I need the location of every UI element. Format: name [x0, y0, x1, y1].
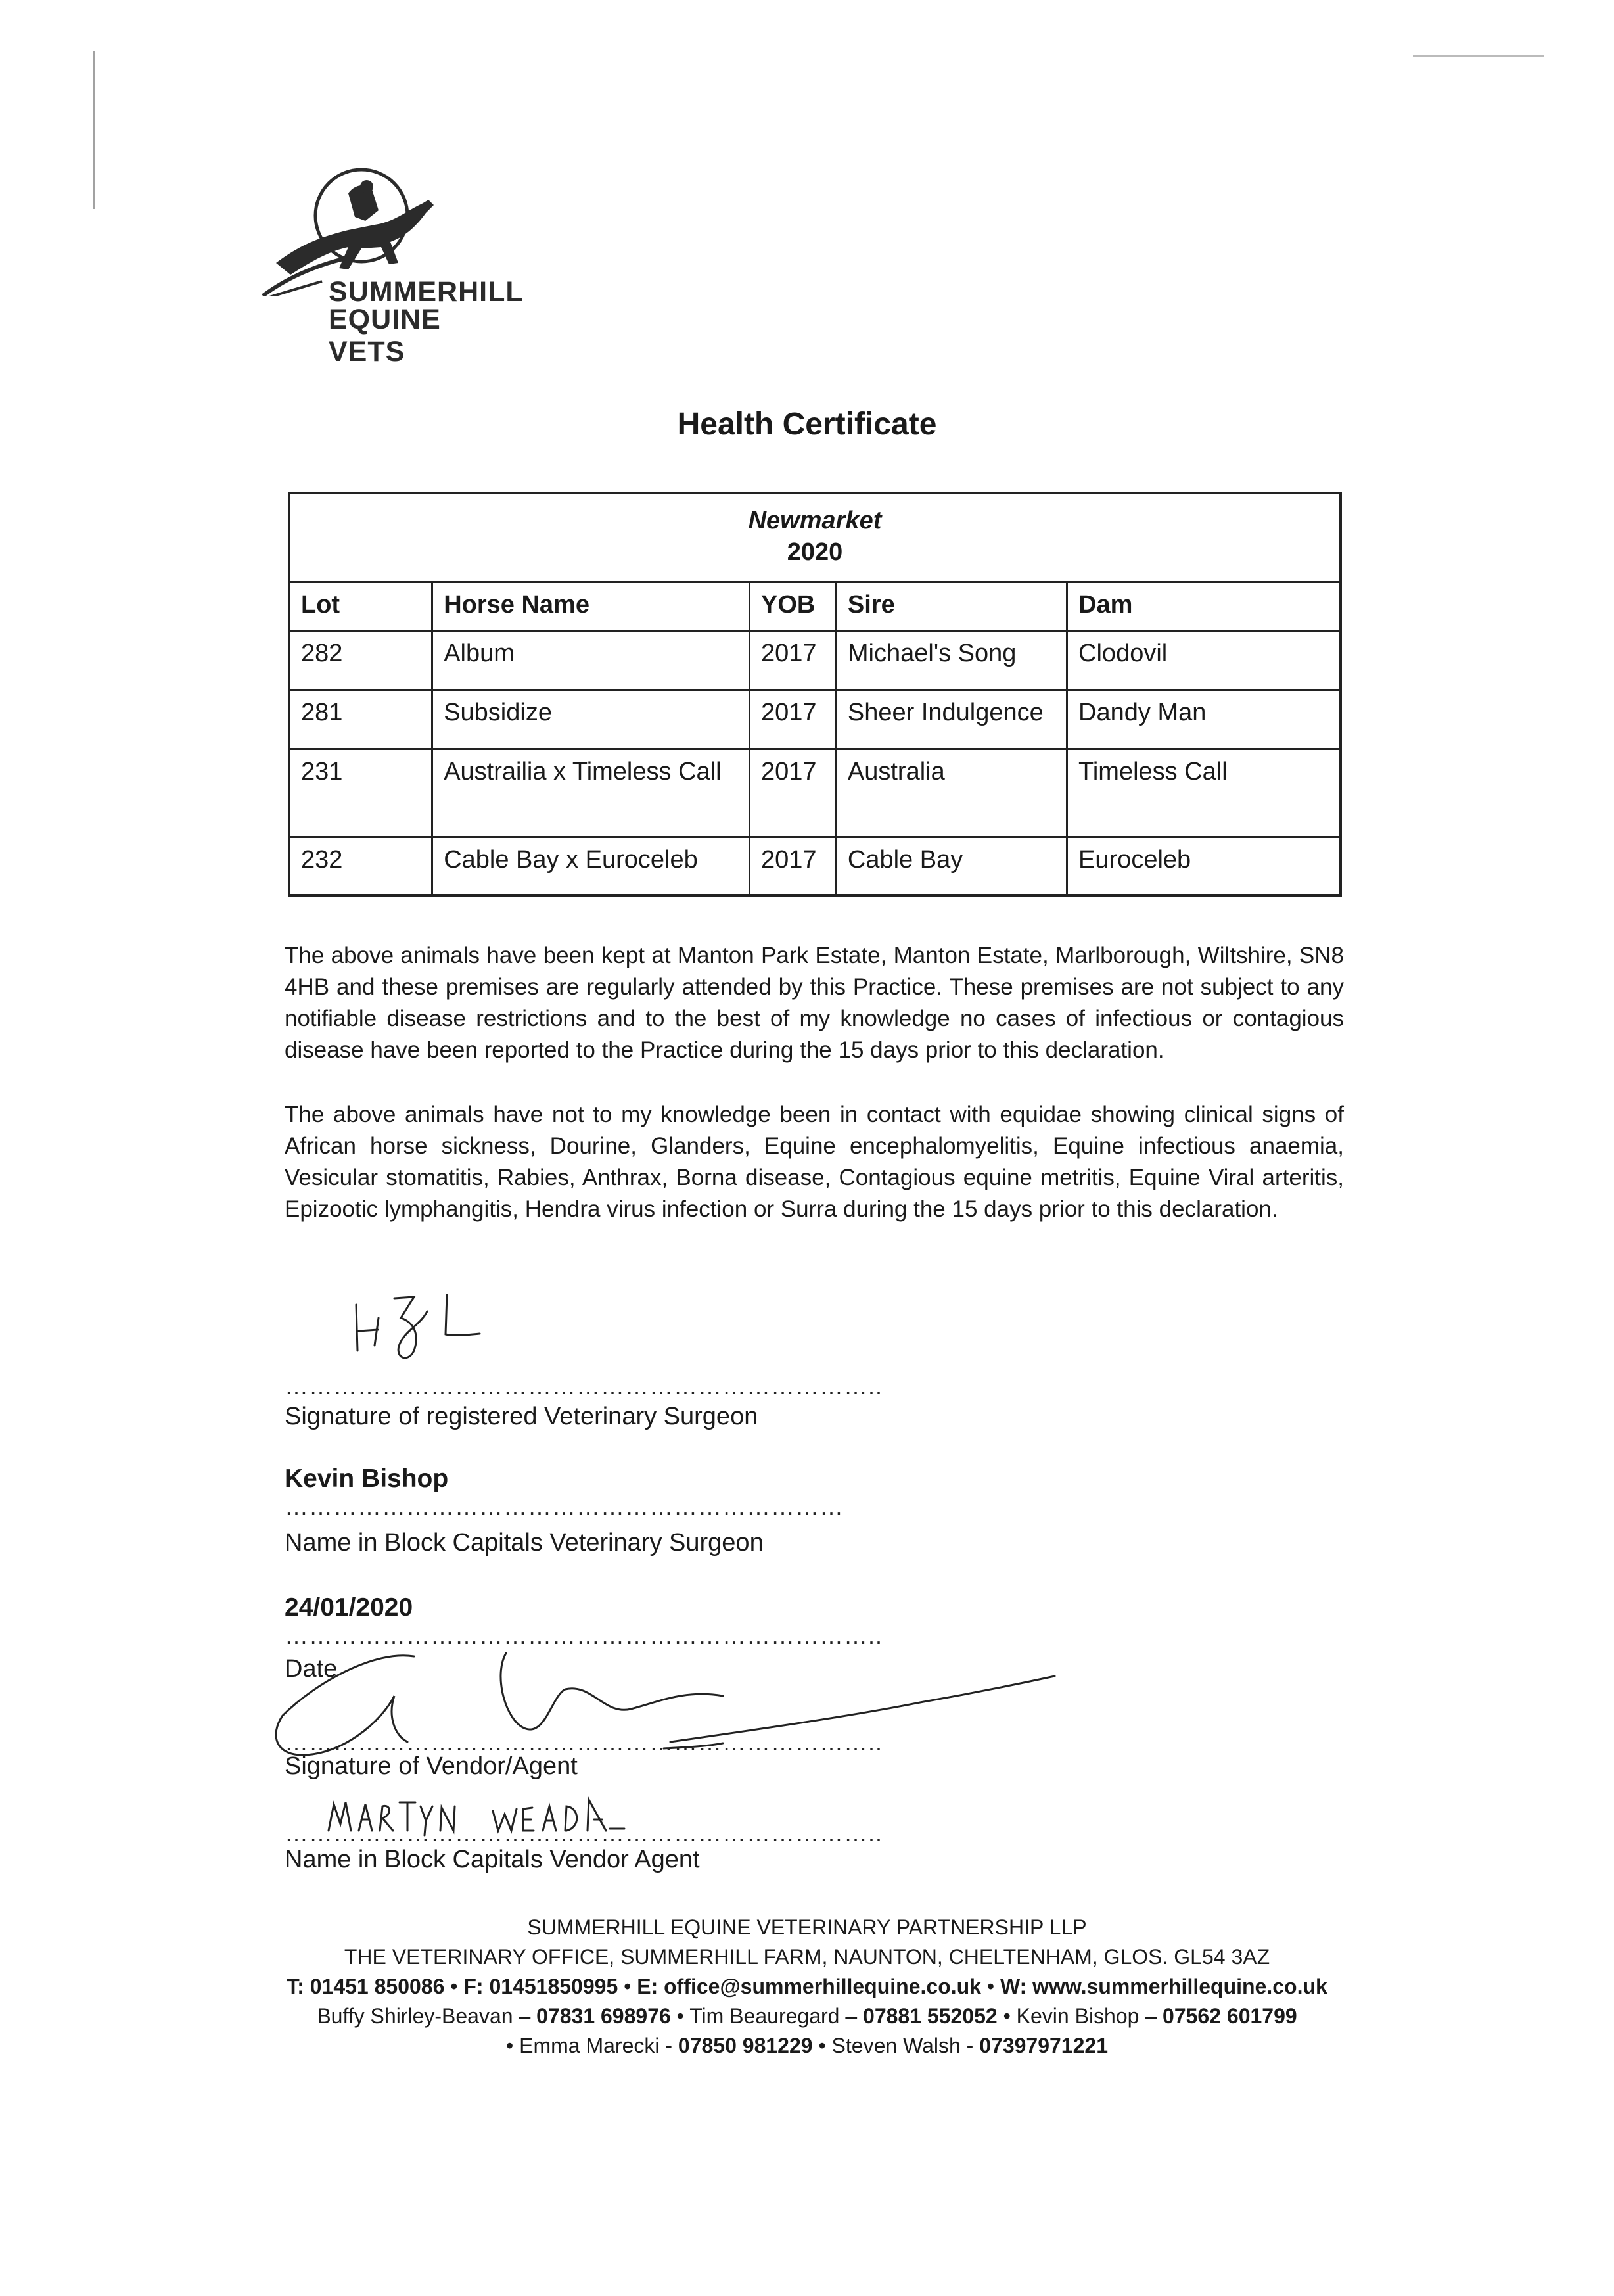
page-title: Health Certificate: [677, 407, 937, 442]
footer-email-label: E:: [637, 1975, 658, 1998]
partner-phone: 07881 552052: [863, 2004, 998, 2028]
table-row: [289, 749, 1341, 837]
partner-phone: 07831 698976: [536, 2004, 671, 2028]
scan-edge-mark: [93, 51, 95, 209]
cell-dam: Clodovil: [1067, 631, 1341, 690]
table-row: [289, 631, 1341, 690]
footer-web-label: W:: [1000, 1975, 1027, 1998]
brand-line-2: EQUINE VETS: [329, 304, 441, 367]
cell-dam: Euroceleb: [1067, 837, 1341, 895]
partner-phone: 07562 601799: [1163, 2004, 1297, 2028]
partner-name: Emma Marecki: [519, 2034, 660, 2057]
vendor-name-line: ………………………………………………………………..: [285, 1819, 883, 1846]
header-horse-name: Horse Name: [432, 582, 750, 631]
scan-corner-mark: [1413, 55, 1544, 57]
footer: [0, 1913, 1614, 2061]
certificate-date: 24/01/2020: [285, 1593, 413, 1622]
sale-venue: Newmarket: [748, 507, 882, 534]
table-header-row: [289, 582, 1341, 631]
cell-dam: Timeless Call: [1067, 749, 1341, 837]
vet-name: Kevin Bishop: [285, 1464, 449, 1493]
partner-phone: 07850 981229: [678, 2034, 813, 2057]
cell-lot: 231: [289, 749, 432, 837]
cell-yob: 2017: [750, 631, 837, 690]
vet-name-label: Name in Block Capitals Veterinary Surgeon: [285, 1529, 764, 1557]
summerhill-logo: [250, 164, 526, 367]
header-lot: Lot: [289, 582, 432, 631]
header-yob: YOB: [750, 582, 837, 631]
vendor-signature-label: Signature of Vendor/Agent: [285, 1752, 578, 1780]
vet-signature-label: Signature of registered Veterinary Surgeon: [285, 1403, 758, 1430]
vet-name-line: ……………………………………………………………: [285, 1493, 844, 1520]
vet-signature-line: ………………………………………………………………..: [285, 1372, 883, 1399]
footer-fax-label: F:: [463, 1975, 484, 1998]
vendor-name-label: Name in Block Capitals Vendor Agent: [285, 1846, 700, 1873]
contact-declaration: The above animals have not to my knowledge been in contact with equidae showing clinical signs of African horse sickness, Dourine, Glanders, Equine encephalomyelitis, Equine infectious anaemia, Vesicular stomatitis, Rabies, Anthrax, Borna disease, Contagious equine metritis, Equine Viral arteritis, Epizootic lymphangitis, Hendra virus infection or Surra during the 15 days prior to this declaration.: [285, 1102, 1344, 1222]
footer-web: www.summerhillequine.co.uk: [1032, 1975, 1327, 1998]
cell-sire: Michael's Song: [836, 631, 1067, 690]
partner-phone: 07397971221: [979, 2034, 1108, 2057]
footer-phone: 01451 850086: [310, 1975, 445, 1998]
partner-name: Tim Beauregard: [689, 2004, 840, 2028]
cell-lot: 281: [289, 690, 432, 749]
cell-horse-name: Album: [432, 631, 750, 690]
sale-year: 2020: [787, 538, 843, 566]
cell-lot: 282: [289, 631, 432, 690]
cell-yob: 2017: [750, 690, 837, 749]
vendor-signature-line: ………………………………………………………………..: [285, 1729, 883, 1756]
footer-address: THE VETERINARY OFFICE, SUMMERHILL FARM, NAUNTON, CHELTENHAM, GLOS. GL54 3AZ: [344, 1945, 1270, 1969]
footer-fax: 01451850995: [489, 1975, 618, 1998]
brand-line-1: SUMMERHILL: [329, 276, 524, 308]
header-dam: Dam: [1067, 582, 1341, 631]
cell-horse-name: Subsidize: [432, 690, 750, 749]
date-line: ………………………………………………………………..: [285, 1622, 883, 1649]
cell-yob: 2017: [750, 837, 837, 895]
table-row: [289, 837, 1341, 895]
footer-contacts: T: 01451 850086 • F: 01451850995 • E: office@summerhillequine.co.uk • W: www.summerhillequine.co.uk: [287, 1975, 1327, 1998]
cell-horse-name: Cable Bay x Euroceleb: [432, 837, 750, 895]
header-sire: Sire: [836, 582, 1067, 631]
footer-phone-label: T:: [287, 1975, 304, 1998]
date-label: Date: [285, 1655, 338, 1683]
partner-name: Steven Walsh: [831, 2034, 961, 2057]
premises-declaration: The above animals have been kept at Manton Park Estate, Manton Estate, Marlborough, Wiltshire, SN8 4HB and these premises are regularly attended by this Practice. These premises are not subject to any notifiable disease restrictions and to the best of my knowledge no cases of infectious or contagious disease have been reported to the Practice during the 15 days prior to this declaration.: [285, 943, 1344, 1063]
footer-partners-1: Buffy Shirley-Beavan – 07831 698976 • Tim Beauregard – 07881 552052 • Kevin Bishop – 07562 601799: [317, 2004, 1297, 2028]
table-row: [289, 690, 1341, 749]
cell-dam: Dandy Man: [1067, 690, 1341, 749]
cell-sire: Sheer Indulgence: [836, 690, 1067, 749]
table-caption-row: [289, 493, 1341, 582]
horse-table: [288, 492, 1342, 897]
table-caption: [289, 493, 1341, 582]
footer-company: SUMMERHILL EQUINE VETERINARY PARTNERSHIP LLP: [527, 1915, 1087, 1939]
footer-partners-2: • Emma Marecki - 07850 981229 • Steven Walsh - 07397971221: [506, 2034, 1108, 2057]
partner-name: Kevin Bishop: [1016, 2004, 1140, 2028]
cell-sire: Australia: [836, 749, 1067, 837]
partner-name: Buffy Shirley-Beavan: [317, 2004, 513, 2028]
cell-horse-name: Austrailia x Timeless Call: [432, 749, 750, 837]
cell-yob: 2017: [750, 749, 837, 837]
cell-lot: 232: [289, 837, 432, 895]
cell-sire: Cable Bay: [836, 837, 1067, 895]
vet-signature-scribble: [348, 1285, 513, 1371]
footer-email: office@summerhillequine.co.uk: [664, 1975, 981, 1998]
